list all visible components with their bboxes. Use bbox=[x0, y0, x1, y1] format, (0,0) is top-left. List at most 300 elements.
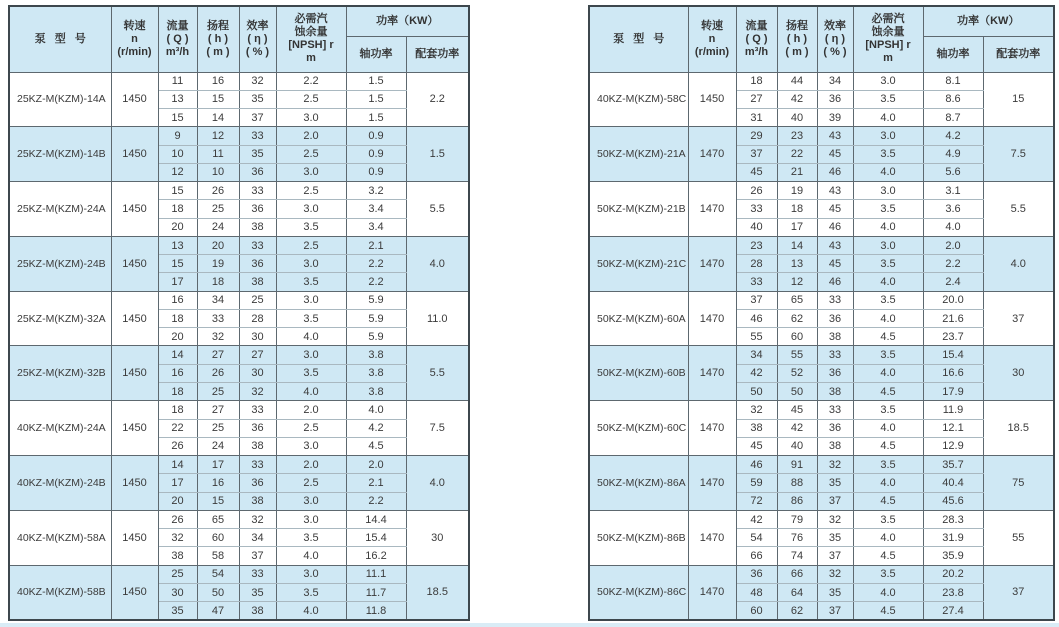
matched-power-cell: 18.5 bbox=[983, 401, 1054, 456]
head-cell: 76 bbox=[777, 529, 817, 547]
npsh-cell: 2.0 bbox=[276, 127, 346, 145]
head-cell: 88 bbox=[777, 474, 817, 492]
header-power-group: 功率（KW） bbox=[923, 6, 1054, 36]
flow-cell: 15 bbox=[158, 255, 197, 273]
shaft-power-cell: 3.8 bbox=[346, 364, 406, 382]
npsh-cell: 3.0 bbox=[276, 163, 346, 181]
flow-cell: 16 bbox=[158, 291, 197, 309]
shaft-power-cell: 0.9 bbox=[346, 163, 406, 181]
shaft-power-cell: 16.2 bbox=[346, 547, 406, 565]
flow-cell: 23 bbox=[736, 236, 777, 254]
speed-cell: 1450 bbox=[111, 565, 158, 620]
npsh-cell: 4.0 bbox=[853, 583, 923, 601]
flow-cell: 59 bbox=[736, 474, 777, 492]
matched-power-cell: 5.5 bbox=[406, 182, 469, 237]
efficiency-cell: 34 bbox=[817, 72, 853, 90]
spec-row bbox=[589, 346, 1054, 364]
spec-row bbox=[9, 510, 469, 528]
efficiency-cell: 32 bbox=[817, 456, 853, 474]
efficiency-cell: 45 bbox=[817, 200, 853, 218]
head-cell: 21 bbox=[777, 163, 817, 181]
table-body bbox=[589, 72, 1054, 620]
efficiency-cell: 46 bbox=[817, 218, 853, 236]
efficiency-cell: 38 bbox=[817, 328, 853, 346]
npsh-cell: 4.0 bbox=[276, 602, 346, 620]
head-cell: 23 bbox=[777, 127, 817, 145]
shaft-power-cell: 5.9 bbox=[346, 328, 406, 346]
flow-cell: 54 bbox=[736, 529, 777, 547]
header-head: 扬程 ( h ) ( m ) bbox=[777, 6, 817, 72]
efficiency-cell: 36 bbox=[239, 163, 276, 181]
shaft-power-cell: 4.2 bbox=[923, 127, 983, 145]
shaft-power-cell: 23.8 bbox=[923, 583, 983, 601]
head-cell: 12 bbox=[197, 127, 239, 145]
flow-cell: 38 bbox=[736, 419, 777, 437]
head-cell: 14 bbox=[777, 236, 817, 254]
head-cell: 26 bbox=[197, 182, 239, 200]
flow-cell: 18 bbox=[736, 72, 777, 90]
shaft-power-cell: 2.2 bbox=[923, 255, 983, 273]
npsh-cell: 3.0 bbox=[276, 291, 346, 309]
spec-row bbox=[589, 291, 1054, 309]
header-pump-model: 泵 型 号 bbox=[589, 6, 688, 72]
flow-cell: 34 bbox=[736, 346, 777, 364]
efficiency-cell: 35 bbox=[817, 474, 853, 492]
head-cell: 10 bbox=[197, 163, 239, 181]
head-cell: 18 bbox=[777, 200, 817, 218]
table-body bbox=[9, 72, 469, 620]
efficiency-cell: 45 bbox=[817, 255, 853, 273]
head-cell: 34 bbox=[197, 291, 239, 309]
head-cell: 40 bbox=[777, 437, 817, 455]
npsh-cell: 4.0 bbox=[853, 163, 923, 181]
efficiency-cell: 37 bbox=[817, 602, 853, 620]
efficiency-cell: 36 bbox=[817, 309, 853, 327]
shaft-power-cell: 0.9 bbox=[346, 145, 406, 163]
efficiency-cell: 32 bbox=[817, 510, 853, 528]
shaft-power-cell: 2.2 bbox=[346, 492, 406, 510]
spec-row bbox=[9, 72, 469, 90]
pump-model-cell: 25KZ-M(KZM)-24A bbox=[9, 182, 111, 237]
npsh-cell: 3.5 bbox=[276, 218, 346, 236]
efficiency-cell: 32 bbox=[239, 510, 276, 528]
npsh-cell: 3.5 bbox=[853, 565, 923, 583]
efficiency-cell: 38 bbox=[817, 437, 853, 455]
head-cell: 86 bbox=[777, 492, 817, 510]
matched-power-cell: 37 bbox=[983, 291, 1054, 346]
shaft-power-cell: 5.6 bbox=[923, 163, 983, 181]
spec-row bbox=[9, 346, 469, 364]
npsh-cell: 4.0 bbox=[853, 109, 923, 127]
head-cell: 44 bbox=[777, 72, 817, 90]
efficiency-cell: 33 bbox=[239, 565, 276, 583]
spec-row bbox=[9, 127, 469, 145]
efficiency-cell: 33 bbox=[817, 291, 853, 309]
head-cell: 65 bbox=[197, 510, 239, 528]
efficiency-cell: 39 bbox=[817, 109, 853, 127]
flow-cell: 15 bbox=[158, 182, 197, 200]
matched-power-cell: 7.5 bbox=[983, 127, 1054, 182]
head-cell: 22 bbox=[777, 145, 817, 163]
shaft-power-cell: 1.5 bbox=[346, 72, 406, 90]
npsh-cell: 3.0 bbox=[276, 565, 346, 583]
npsh-cell: 3.5 bbox=[853, 510, 923, 528]
npsh-cell: 3.0 bbox=[276, 200, 346, 218]
pump-model-cell: 50KZ-M(KZM)-21A bbox=[589, 127, 688, 182]
shaft-power-cell: 12.1 bbox=[923, 419, 983, 437]
shaft-power-cell: 35.9 bbox=[923, 547, 983, 565]
shaft-power-cell: 2.2 bbox=[346, 273, 406, 291]
npsh-cell: 4.5 bbox=[853, 492, 923, 510]
flow-cell: 20 bbox=[158, 492, 197, 510]
shaft-power-cell: 4.9 bbox=[923, 145, 983, 163]
npsh-cell: 3.0 bbox=[276, 346, 346, 364]
head-cell: 13 bbox=[777, 255, 817, 273]
matched-power-cell: 30 bbox=[406, 510, 469, 565]
head-cell: 62 bbox=[777, 309, 817, 327]
head-cell: 79 bbox=[777, 510, 817, 528]
efficiency-cell: 37 bbox=[239, 547, 276, 565]
head-cell: 66 bbox=[777, 565, 817, 583]
spec-row bbox=[9, 291, 469, 309]
head-cell: 27 bbox=[197, 401, 239, 419]
flow-cell: 38 bbox=[158, 547, 197, 565]
flow-cell: 32 bbox=[158, 529, 197, 547]
shaft-power-cell: 1.5 bbox=[346, 109, 406, 127]
header-speed: 转速 n (r/min) bbox=[111, 6, 158, 72]
shaft-power-cell: 2.0 bbox=[923, 236, 983, 254]
efficiency-cell: 43 bbox=[817, 127, 853, 145]
shaft-power-cell: 3.4 bbox=[346, 200, 406, 218]
shaft-power-cell: 3.2 bbox=[346, 182, 406, 200]
npsh-cell: 2.0 bbox=[276, 456, 346, 474]
shaft-power-cell: 45.6 bbox=[923, 492, 983, 510]
spec-row bbox=[9, 565, 469, 583]
npsh-cell: 3.5 bbox=[853, 456, 923, 474]
header-flow: 流量 ( Q ) m³/h bbox=[736, 6, 777, 72]
speed-cell: 1450 bbox=[111, 291, 158, 346]
npsh-cell: 4.0 bbox=[853, 309, 923, 327]
flow-cell: 9 bbox=[158, 127, 197, 145]
npsh-cell: 3.0 bbox=[853, 72, 923, 90]
flow-cell: 22 bbox=[158, 419, 197, 437]
npsh-cell: 3.5 bbox=[853, 90, 923, 108]
header-pump-model: 泵 型 号 bbox=[9, 6, 111, 72]
efficiency-cell: 34 bbox=[239, 529, 276, 547]
shaft-power-cell: 3.6 bbox=[923, 200, 983, 218]
shaft-power-cell: 0.9 bbox=[346, 127, 406, 145]
shaft-power-cell: 20.0 bbox=[923, 291, 983, 309]
efficiency-cell: 46 bbox=[817, 163, 853, 181]
npsh-cell: 3.0 bbox=[276, 109, 346, 127]
head-cell: 27 bbox=[197, 346, 239, 364]
flow-cell: 48 bbox=[736, 583, 777, 601]
npsh-cell: 3.0 bbox=[276, 492, 346, 510]
speed-cell: 1450 bbox=[111, 346, 158, 401]
speed-cell: 1470 bbox=[688, 182, 736, 237]
matched-power-cell: 55 bbox=[983, 510, 1054, 565]
matched-power-cell: 75 bbox=[983, 456, 1054, 511]
pump-model-cell: 40KZ-M(KZM)-58A bbox=[9, 510, 111, 565]
efficiency-cell: 30 bbox=[239, 364, 276, 382]
head-cell: 42 bbox=[777, 419, 817, 437]
spec-row bbox=[9, 401, 469, 419]
table-header bbox=[589, 6, 1054, 72]
speed-cell: 1470 bbox=[688, 510, 736, 565]
speed-cell: 1470 bbox=[688, 456, 736, 511]
head-cell: 42 bbox=[777, 90, 817, 108]
header-shaft-power: 轴功率 bbox=[923, 36, 983, 72]
npsh-cell: 3.5 bbox=[853, 291, 923, 309]
head-cell: 12 bbox=[777, 273, 817, 291]
header-speed: 转速 n (r/min) bbox=[688, 6, 736, 72]
flow-cell: 42 bbox=[736, 364, 777, 382]
npsh-cell: 3.0 bbox=[276, 255, 346, 273]
matched-power-cell: 18.5 bbox=[406, 565, 469, 620]
speed-cell: 1470 bbox=[688, 401, 736, 456]
efficiency-cell: 32 bbox=[817, 565, 853, 583]
head-cell: 17 bbox=[197, 456, 239, 474]
efficiency-cell: 45 bbox=[817, 145, 853, 163]
npsh-cell: 4.0 bbox=[853, 419, 923, 437]
npsh-cell: 3.5 bbox=[276, 309, 346, 327]
head-cell: 15 bbox=[197, 90, 239, 108]
efficiency-cell: 38 bbox=[239, 273, 276, 291]
header-power-group: 功率（KW） bbox=[346, 6, 469, 36]
shaft-power-cell: 35.7 bbox=[923, 456, 983, 474]
head-cell: 19 bbox=[777, 182, 817, 200]
npsh-cell: 3.0 bbox=[276, 510, 346, 528]
flow-cell: 26 bbox=[736, 182, 777, 200]
efficiency-cell: 36 bbox=[239, 255, 276, 273]
pump-model-cell: 50KZ-M(KZM)-86B bbox=[589, 510, 688, 565]
npsh-cell: 4.5 bbox=[853, 547, 923, 565]
npsh-cell: 3.5 bbox=[853, 346, 923, 364]
matched-power-cell: 11.0 bbox=[406, 291, 469, 346]
npsh-cell: 4.0 bbox=[853, 218, 923, 236]
pump-model-cell: 40KZ-M(KZM)-24A bbox=[9, 401, 111, 456]
efficiency-cell: 38 bbox=[239, 437, 276, 455]
spec-row bbox=[589, 456, 1054, 474]
efficiency-cell: 33 bbox=[239, 236, 276, 254]
npsh-cell: 2.2 bbox=[276, 72, 346, 90]
head-cell: 25 bbox=[197, 200, 239, 218]
flow-cell: 18 bbox=[158, 383, 197, 401]
shaft-power-cell: 8.7 bbox=[923, 109, 983, 127]
shaft-power-cell: 5.9 bbox=[346, 309, 406, 327]
shaft-power-cell: 15.4 bbox=[923, 346, 983, 364]
efficiency-cell: 33 bbox=[239, 182, 276, 200]
efficiency-cell: 36 bbox=[239, 200, 276, 218]
shaft-power-cell: 11.1 bbox=[346, 565, 406, 583]
efficiency-cell: 33 bbox=[239, 401, 276, 419]
shaft-power-cell: 23.7 bbox=[923, 328, 983, 346]
pump-model-cell: 25KZ-M(KZM)-24B bbox=[9, 236, 111, 291]
matched-power-cell: 15 bbox=[983, 72, 1054, 127]
flow-cell: 37 bbox=[736, 291, 777, 309]
header-shaft-power: 轴功率 bbox=[346, 36, 406, 72]
flow-cell: 37 bbox=[736, 145, 777, 163]
matched-power-cell: 4.0 bbox=[406, 456, 469, 511]
shaft-power-cell: 4.5 bbox=[346, 437, 406, 455]
shaft-power-cell: 11.7 bbox=[346, 583, 406, 601]
npsh-cell: 3.5 bbox=[276, 364, 346, 382]
spec-row bbox=[9, 456, 469, 474]
npsh-cell: 3.5 bbox=[853, 145, 923, 163]
npsh-cell: 2.0 bbox=[276, 401, 346, 419]
matched-power-cell: 7.5 bbox=[406, 401, 469, 456]
shaft-power-cell: 11.9 bbox=[923, 401, 983, 419]
flow-cell: 31 bbox=[736, 109, 777, 127]
shaft-power-cell: 2.1 bbox=[346, 236, 406, 254]
head-cell: 65 bbox=[777, 291, 817, 309]
efficiency-cell: 35 bbox=[239, 145, 276, 163]
head-cell: 74 bbox=[777, 547, 817, 565]
efficiency-cell: 38 bbox=[817, 383, 853, 401]
npsh-cell: 4.5 bbox=[853, 437, 923, 455]
pump-model-cell: 50KZ-M(KZM)-60C bbox=[589, 401, 688, 456]
speed-cell: 1450 bbox=[111, 182, 158, 237]
flow-cell: 14 bbox=[158, 346, 197, 364]
npsh-cell: 2.5 bbox=[276, 236, 346, 254]
efficiency-cell: 36 bbox=[817, 419, 853, 437]
spec-row bbox=[589, 236, 1054, 254]
flow-cell: 46 bbox=[736, 309, 777, 327]
shaft-power-cell: 14.4 bbox=[346, 510, 406, 528]
flow-cell: 12 bbox=[158, 163, 197, 181]
flow-cell: 36 bbox=[736, 565, 777, 583]
bottom-accent-strip bbox=[0, 623, 1059, 627]
spec-row bbox=[589, 565, 1054, 583]
efficiency-cell: 46 bbox=[817, 273, 853, 291]
pump-model-cell: 50KZ-M(KZM)-60A bbox=[589, 291, 688, 346]
head-cell: 15 bbox=[197, 492, 239, 510]
speed-cell: 1450 bbox=[688, 72, 736, 127]
efficiency-cell: 35 bbox=[239, 583, 276, 601]
flow-cell: 18 bbox=[158, 401, 197, 419]
flow-cell: 11 bbox=[158, 72, 197, 90]
efficiency-cell: 43 bbox=[817, 236, 853, 254]
efficiency-cell: 37 bbox=[239, 109, 276, 127]
head-cell: 40 bbox=[777, 109, 817, 127]
speed-cell: 1470 bbox=[688, 291, 736, 346]
head-cell: 54 bbox=[197, 565, 239, 583]
head-cell: 45 bbox=[777, 401, 817, 419]
efficiency-cell: 33 bbox=[239, 127, 276, 145]
header-efficiency: 效率 ( η ) ( % ) bbox=[239, 6, 276, 72]
efficiency-cell: 38 bbox=[239, 602, 276, 620]
npsh-cell: 4.0 bbox=[853, 474, 923, 492]
shaft-power-cell: 3.8 bbox=[346, 383, 406, 401]
efficiency-cell: 38 bbox=[239, 492, 276, 510]
head-cell: 19 bbox=[197, 255, 239, 273]
shaft-power-cell: 3.8 bbox=[346, 346, 406, 364]
flow-cell: 50 bbox=[736, 383, 777, 401]
spec-row bbox=[589, 72, 1054, 90]
head-cell: 52 bbox=[777, 364, 817, 382]
head-cell: 50 bbox=[777, 383, 817, 401]
pump-model-cell: 40KZ-M(KZM)-58C bbox=[589, 72, 688, 127]
pump-model-cell: 50KZ-M(KZM)-21C bbox=[589, 236, 688, 291]
efficiency-cell: 30 bbox=[239, 328, 276, 346]
speed-cell: 1450 bbox=[111, 401, 158, 456]
npsh-cell: 2.5 bbox=[276, 419, 346, 437]
npsh-cell: 3.5 bbox=[276, 583, 346, 601]
shaft-power-cell: 4.2 bbox=[346, 419, 406, 437]
shaft-power-cell: 2.4 bbox=[923, 273, 983, 291]
flow-cell: 13 bbox=[158, 236, 197, 254]
pump-model-cell: 50KZ-M(KZM)-86C bbox=[589, 565, 688, 620]
efficiency-cell: 33 bbox=[239, 456, 276, 474]
flow-cell: 27 bbox=[736, 90, 777, 108]
head-cell: 64 bbox=[777, 583, 817, 601]
npsh-cell: 3.0 bbox=[853, 236, 923, 254]
head-cell: 20 bbox=[197, 236, 239, 254]
speed-cell: 1470 bbox=[688, 346, 736, 401]
speed-cell: 1470 bbox=[688, 565, 736, 620]
npsh-cell: 3.0 bbox=[276, 437, 346, 455]
shaft-power-cell: 11.8 bbox=[346, 602, 406, 620]
flow-cell: 20 bbox=[158, 328, 197, 346]
shaft-power-cell: 12.9 bbox=[923, 437, 983, 455]
efficiency-cell: 38 bbox=[239, 218, 276, 236]
head-cell: 11 bbox=[197, 145, 239, 163]
efficiency-cell: 35 bbox=[817, 529, 853, 547]
flow-cell: 45 bbox=[736, 163, 777, 181]
flow-cell: 45 bbox=[736, 437, 777, 455]
flow-cell: 15 bbox=[158, 109, 197, 127]
npsh-cell: 2.5 bbox=[276, 474, 346, 492]
header-efficiency: 效率 ( η ) ( % ) bbox=[817, 6, 853, 72]
efficiency-cell: 25 bbox=[239, 291, 276, 309]
flow-cell: 46 bbox=[736, 456, 777, 474]
speed-cell: 1450 bbox=[111, 236, 158, 291]
flow-cell: 26 bbox=[158, 510, 197, 528]
speed-cell: 1450 bbox=[111, 72, 158, 127]
speed-cell: 1450 bbox=[111, 456, 158, 511]
flow-cell: 33 bbox=[736, 200, 777, 218]
header-head: 扬程 ( h ) ( m ) bbox=[197, 6, 239, 72]
npsh-cell: 3.5 bbox=[853, 200, 923, 218]
npsh-cell: 3.5 bbox=[276, 529, 346, 547]
matched-power-cell: 37 bbox=[983, 565, 1054, 620]
head-cell: 25 bbox=[197, 383, 239, 401]
spec-row bbox=[9, 236, 469, 254]
shaft-power-cell: 21.6 bbox=[923, 309, 983, 327]
head-cell: 24 bbox=[197, 437, 239, 455]
header-matched-power: 配套功率 bbox=[406, 36, 469, 72]
flow-cell: 30 bbox=[158, 583, 197, 601]
head-cell: 32 bbox=[197, 328, 239, 346]
shaft-power-cell: 2.2 bbox=[346, 255, 406, 273]
flow-cell: 16 bbox=[158, 364, 197, 382]
shaft-power-cell: 40.4 bbox=[923, 474, 983, 492]
matched-power-cell: 30 bbox=[983, 346, 1054, 401]
efficiency-cell: 32 bbox=[239, 72, 276, 90]
matched-power-cell: 1.5 bbox=[406, 127, 469, 182]
shaft-power-cell: 28.3 bbox=[923, 510, 983, 528]
shaft-power-cell: 4.0 bbox=[346, 401, 406, 419]
efficiency-cell: 27 bbox=[239, 346, 276, 364]
matched-power-cell: 4.0 bbox=[983, 236, 1054, 291]
flow-cell: 14 bbox=[158, 456, 197, 474]
pump-model-cell: 25KZ-M(KZM)-14A bbox=[9, 72, 111, 127]
flow-cell: 17 bbox=[158, 474, 197, 492]
speed-cell: 1450 bbox=[111, 127, 158, 182]
spec-row bbox=[589, 127, 1054, 145]
flow-cell: 13 bbox=[158, 90, 197, 108]
flow-cell: 40 bbox=[736, 218, 777, 236]
